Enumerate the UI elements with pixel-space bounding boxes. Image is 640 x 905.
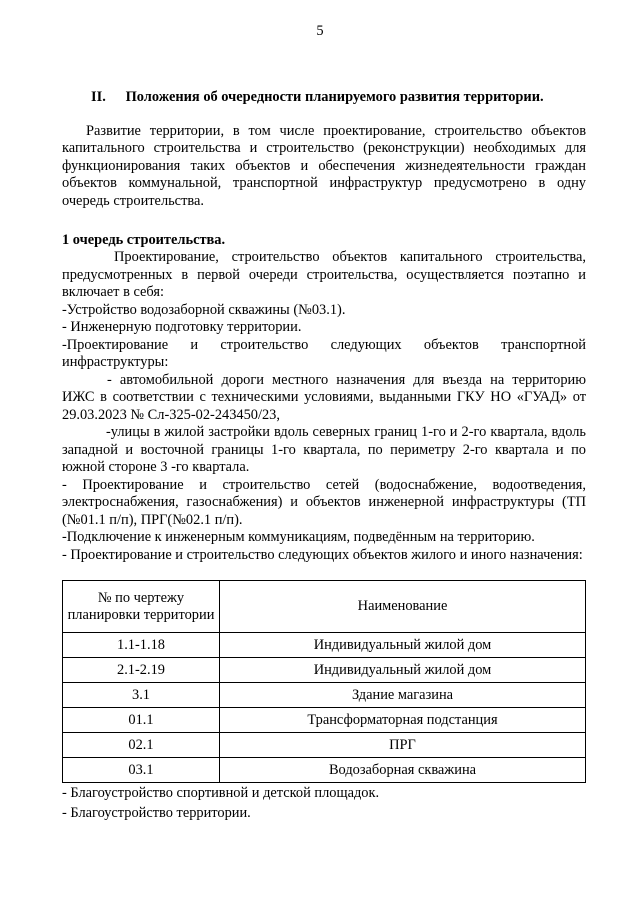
table-row xyxy=(63,758,586,783)
table-cell: 2.1-2.19 xyxy=(63,658,220,683)
page-number: 5 xyxy=(316,23,324,39)
table-row xyxy=(63,708,586,733)
list-item: - Благоустройство территории. xyxy=(62,805,251,821)
table-cell: 02.1 xyxy=(63,733,220,758)
table-row xyxy=(63,733,586,758)
table-header-row xyxy=(63,581,586,633)
list-item: - Инженерную подготовку территории. xyxy=(62,319,302,335)
table-cell: 03.1 xyxy=(63,758,220,783)
table-header-cell: Наименование xyxy=(220,581,586,633)
table-cell: 01.1 xyxy=(63,708,220,733)
table-cell: 3.1 xyxy=(63,683,220,708)
list-item: -Проектирование и строительство следующих объектов транспортной инфраструктуры: xyxy=(62,336,586,370)
list-item: -Подключение к инженерным коммуникациям, подведённым на территорию. xyxy=(62,529,535,545)
objects-table xyxy=(62,580,586,783)
list-item: -Устройство водозаборной скважины (№03.1). xyxy=(62,301,346,318)
list-subitem: -улицы в жилой застройки вдоль северных границ 1-го и 2-го квартала, вдоль западной и восточной границы 1-го квартала, по периметру 2-го квартала и по южной стороне 3 -го квартала. xyxy=(62,424,586,475)
paragraph: Проектирование, строительство объектов капитального строительства, предусмотренных в первой очереди строительства, осуществляется поэтапно и включает в себя: xyxy=(62,249,586,300)
list-item: - Проектирование и строительство следующих объектов жилого и иного назначения: xyxy=(62,546,583,563)
list-item: - Проектирование и строительство сетей (водоснабжение, водоотведения, электроснабжения, газоснабжения) и объектов инженерной инфраструктуры (ТП (№01.1 п/п), ПРГ(№02.1 п/п). xyxy=(62,476,586,528)
table-cell: Индивидуальный жилой дом xyxy=(220,658,586,683)
after-table-list xyxy=(62,783,586,823)
table-cell: ПРГ xyxy=(220,733,586,758)
table-header-cell: № по чертежу планировки территории xyxy=(63,581,220,633)
table-cell: Здание магазина xyxy=(220,683,586,708)
table-cell: 1.1-1.18 xyxy=(63,633,220,658)
stage-body xyxy=(62,249,586,564)
list-item: - Благоустройство спортивной и детской площадок. xyxy=(62,785,380,801)
list-subitem: - автомобильной дороги местного назначения для въезда на территорию ИЖС в соответствии с техническими условиями, выданными ГКУ НО «ГУАД» от 29.03.2023 № Сл-325-02-243450/23, xyxy=(62,371,586,423)
table-cell: Трансформаторная подстанция xyxy=(220,708,586,733)
stage-title: 1 очередь строительства. xyxy=(62,232,226,248)
table-cell: Водозаборная скважина xyxy=(220,758,586,783)
section-title: Положения об очередности планируемого развития территории. xyxy=(125,89,544,105)
table-row xyxy=(63,633,586,658)
section-heading xyxy=(91,89,544,106)
table-row xyxy=(63,683,586,708)
table-cell: Индивидуальный жилой дом xyxy=(220,633,586,658)
section-number: II. xyxy=(91,89,106,105)
table-row xyxy=(63,658,586,683)
intro-paragraph: Развитие территории, в том числе проектирование, строительство объектов капитального строительства и строительство (реконструкции) необходимых для функционирования таких объектов и обеспечения жизнедеятельности граждан объектов коммунальной, транспортной инфраструктур предусмотрено в одну очередь строительства. xyxy=(62,123,586,209)
